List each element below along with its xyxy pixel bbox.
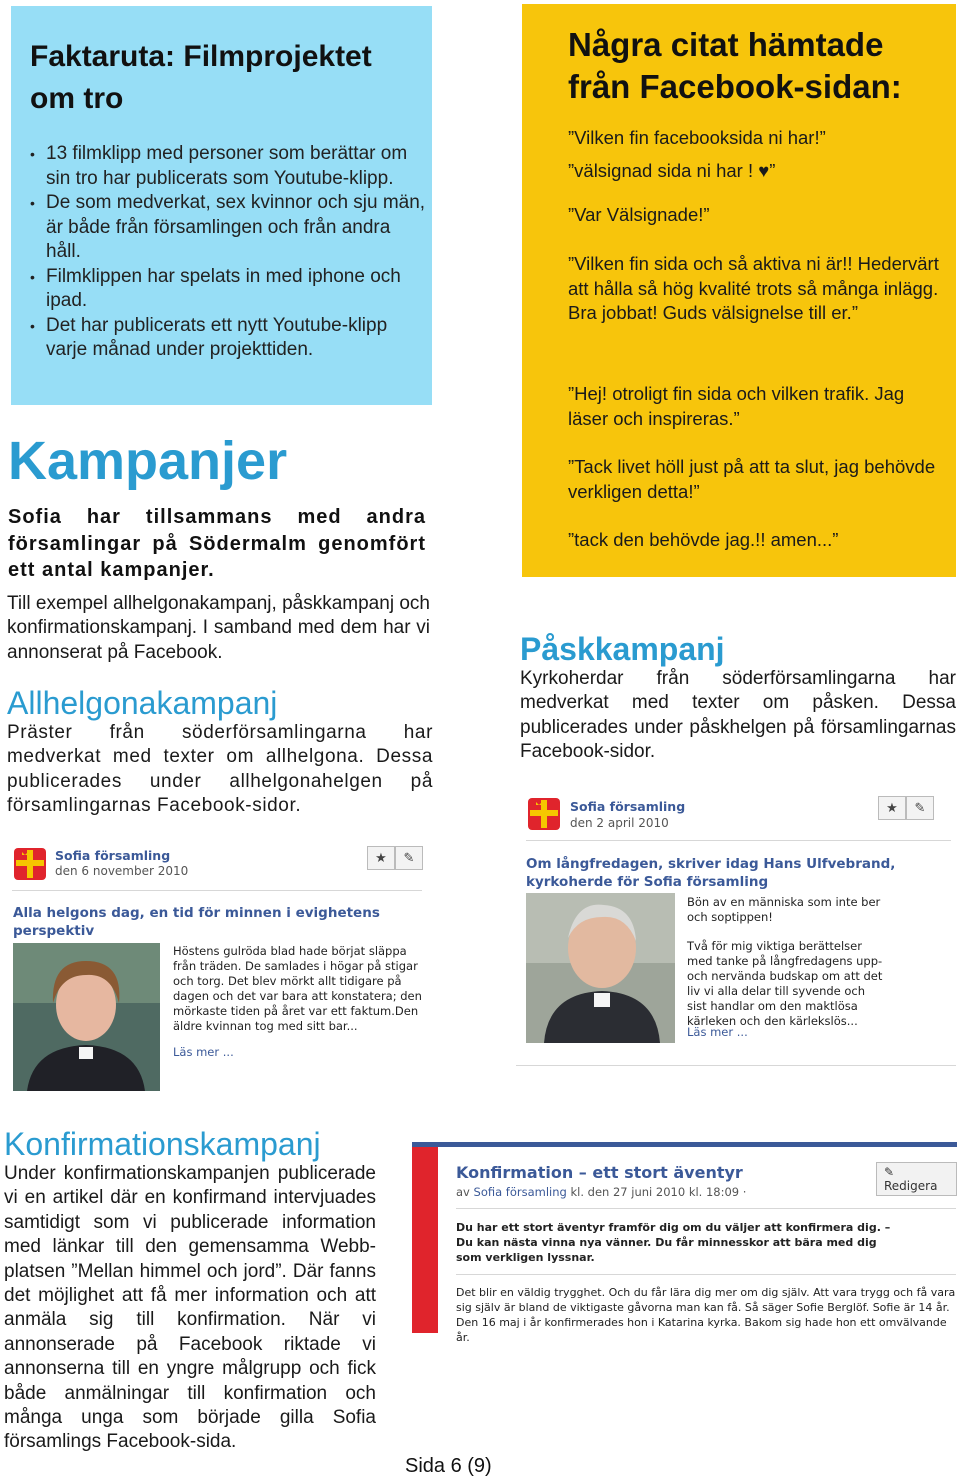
facebook-top-bar [412, 1142, 957, 1147]
divider [456, 1274, 956, 1275]
post-title[interactable]: Om långfredagen, skriver idag Hans Ulfvebrand, kyrkoherde för Sofia församling [526, 856, 896, 890]
post-body: Två för mig viktiga berättelser med tanke på långfredagens upp- och nervända budskap om att det liv vi alla delar till syvende och sist handlar om den maktlösa kärleken och den kärlekslös... [687, 939, 883, 1028]
star-icon[interactable]: ★ [367, 846, 395, 870]
pask-text: Kyrkoherdar från söderförsamlingarna har medverkat med texter om påsken. Dessa publicerades under påskhelgen på församlingarnas Facebook-sidor. [520, 668, 956, 763]
konfirmation-text: Under konfirmationskampanjen publicerade vi en artikel där en konfirmand intervjuades samtidigt som vi publicerade information med länkar till den gemensamma Webb-platsen ”Mellan himmel och jord”. Där fanns det möjlighet att få mer information och att anmäla sig till konfirmation. När vi annonserade på Facebook riktade vi annonserna till en yngre målgrupp och fick både anmälningar till konfirmation och många unga som började gilla Sofia församlings Facebook-sida. [4, 1163, 376, 1453]
byline-prefix: av [456, 1185, 470, 1199]
pencil-icon: ✎ [884, 1165, 895, 1179]
post-actions [878, 796, 934, 820]
page-color-stripe [412, 1147, 438, 1333]
portrait-photo [13, 943, 160, 1091]
citat-title: Några citat hämtade från Facebook-sidan: [568, 26, 902, 105]
divider [526, 840, 951, 841]
list-item: • Filmklippen har spelats in med iphone och ipad. [46, 265, 426, 314]
post-body: Bön av en människa som inte ber och soptippen! [687, 895, 881, 924]
church-logo-icon [12, 846, 48, 882]
quote: ”välsignad sida ni har ! ♥” [568, 160, 776, 181]
allhelgona-heading: Allhelgonakampanj [7, 685, 278, 721]
quote: ”Tack livet höll just på att ta slut, jag behövde verkligen detta!” [568, 456, 936, 502]
church-logo-icon [526, 796, 562, 832]
post-body: Höstens gulröda blad hade börjat släppa från träden. De samlades i högar på stigar och torg. Det blev mörkt allt tidigare på dagen och det var bara att konstatera; den mörkaste tiden på året var ett faktum.Den äldre kvinnan tog med sitt bar... [173, 944, 422, 1033]
byline-author-link[interactable]: Sofia församling [473, 1185, 567, 1199]
quote: ”Vilken fin facebooksida ni har!” [568, 127, 826, 148]
pask-heading: Påskkampanj [520, 631, 725, 667]
kampanjer-text: Till exempel allhelgonakampanj, påskkampanj och konfirmationskampanj. I samband med dem har vi annonserat på Facebook. [7, 593, 430, 663]
faktaruta-title: Faktaruta: Filmprojektet om tro [30, 40, 372, 115]
star-icon[interactable]: ★ [878, 796, 906, 820]
post-date: den 6 november 2010 [55, 864, 189, 878]
quote: ”Var Välsignade!” [568, 204, 710, 225]
kampanjer-heading: Kampanjer [8, 431, 288, 491]
faktaruta-box [11, 6, 432, 405]
post-body: Det blir en väldig trygghet. Och du får lära dig mer om dig själv. Att vara trygg och få vara sig själv är bland de viktigaste gåvorna man kan få. Så säger Sofie Berglöf. Sofie är 14 år. Den 16 maj i år konfirmerades hon i Katarina kyrka. Bakom sig hade hon ett omvälvande år. [456, 1286, 956, 1344]
quote: ”tack den behövde jag.!! amen...” [568, 529, 839, 550]
divider [516, 1065, 956, 1066]
list-item: • 13 filmklipp med personer som berättar om sin tro har publicerats som Youtube-klipp. [46, 142, 426, 191]
facebook-post-konfirmation [412, 1142, 957, 1344]
facebook-post-pask [516, 788, 956, 1066]
list-item: • De som medverkat, sex kvinnor och sju män, är både från församlingen och från andra håll. [46, 191, 426, 265]
read-more-link[interactable]: Läs mer ... [173, 1045, 234, 1059]
read-more-link[interactable]: Läs mer ... [687, 1025, 748, 1039]
facebook-post-allhelgona [7, 836, 429, 1096]
faktaruta-list [30, 142, 426, 363]
edit-button-label: Redigera [884, 1179, 938, 1193]
divider [456, 1208, 956, 1209]
page-name[interactable]: Sofia församling [55, 848, 171, 863]
quote: ”Hej! otroligt fin sida och vilken trafik. Jag läser och inspireras.” [568, 383, 905, 429]
post-lead: Du har ett stort äventyr framför dig om du väljer att konfirmera dig. – Du kan nästa vinna nya vänner. Du får minnesskor att bära med dig som verkligen lyssnar. [456, 1221, 891, 1264]
post-actions [367, 846, 423, 870]
divider [12, 890, 422, 891]
list-item: • Det har publicerats ett nytt Youtube-klipp varje månad under projekttiden. [46, 314, 426, 363]
page-number: Sida 6 (9) [405, 1455, 492, 1477]
byline-date: kl. den 27 juni 2010 kl. 18:09 · [570, 1185, 747, 1199]
kampanjer-lead: Sofia har tillsammans med andra församlingar på Södermalm genomfört ett antal kampanjer. [8, 506, 426, 581]
quote: ”Vilken fin sida och så aktiva ni är!! Hedervärt att hålla så hög kvalité trots så många inlägg. Bra jobbat! Guds välsignelse till er.” [568, 253, 939, 323]
pencil-icon[interactable]: ✎ [395, 846, 423, 870]
post-date: den 2 april 2010 [570, 816, 669, 830]
citat-box [522, 4, 956, 577]
portrait-photo [526, 893, 675, 1043]
post-title[interactable]: Alla helgons dag, en tid för minnen i evighetens perspektiv [13, 905, 380, 939]
edit-button[interactable] [876, 1162, 957, 1196]
post-title[interactable]: Konfirmation – ett stort äventyr [456, 1163, 743, 1182]
allhelgona-text: Präster från söderförsamlingarna har medverkat med texter om allhelgona. Dessa publicerades under allhelgonahelgen på församlingarnas Facebook-sidor. [7, 722, 433, 817]
konfirmation-heading: Konfirmationskampanj [4, 1126, 321, 1162]
page-name[interactable]: Sofia församling [570, 799, 686, 814]
pencil-icon[interactable]: ✎ [906, 796, 934, 820]
post-byline [456, 1185, 796, 1199]
